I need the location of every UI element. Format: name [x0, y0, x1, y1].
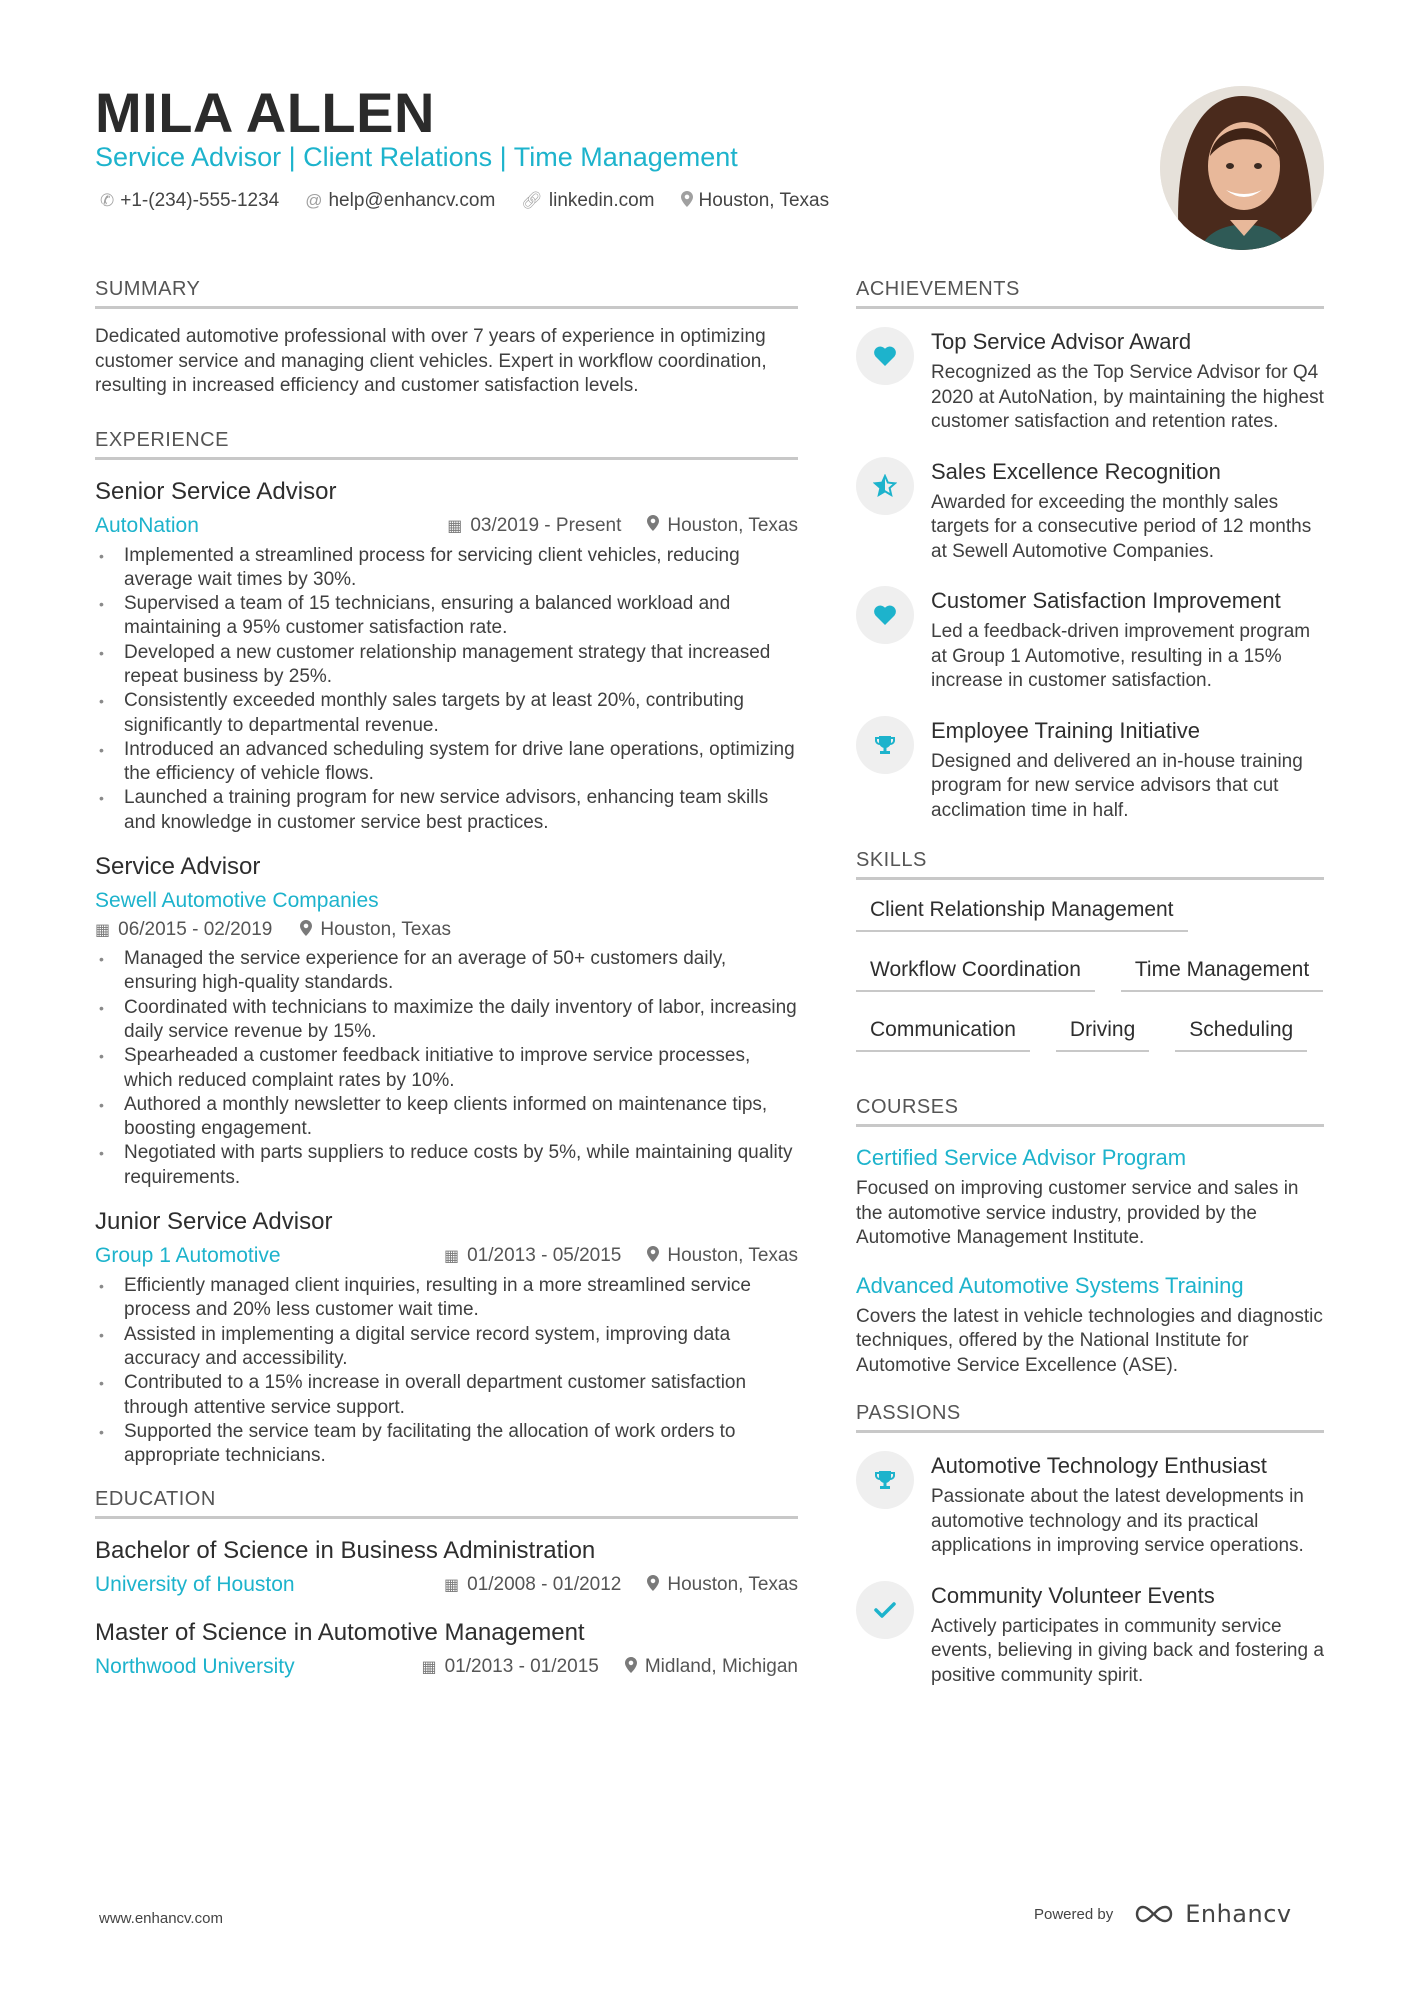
contact-bar — [100, 190, 829, 212]
contact-phone — [100, 190, 279, 212]
skill-tag: Driving — [1056, 1018, 1149, 1052]
achievement-text: Led a feedback-driven improvement program at Group 1 Automotive, resulting in a 15% increase in customer satisfaction. — [931, 621, 1311, 691]
passion-text: Actively participates in community service events, believing in giving back and fostering a positive community spirit. — [931, 1615, 1324, 1686]
right-column — [856, 278, 1324, 1710]
achievement-body — [931, 457, 1324, 565]
education-location — [625, 1656, 798, 1678]
contact-location — [681, 190, 830, 212]
map-pin-icon — [647, 1575, 659, 1596]
job-dates-text: 06/2015 - 02/2019 — [118, 919, 273, 941]
bullet-item: • Managed the service experience for an average of 50+ customers daily, ensuring high-quality standards. — [95, 947, 798, 996]
education-dates — [444, 1574, 621, 1596]
bullet-item: • Developed a new customer relationship management strategy that increased repeat business by 25%. — [95, 641, 798, 690]
education-dates-text: 01/2008 - 01/2012 — [467, 1574, 622, 1596]
achievement-title: Customer Satisfaction Improvement — [931, 588, 1281, 613]
contact-email[interactable] — [305, 190, 495, 212]
job-dates — [95, 919, 272, 941]
job-bullets — [95, 544, 798, 836]
education-location-text: Houston, Texas — [667, 1574, 798, 1596]
job-meta — [447, 515, 798, 537]
passions-heading: PASSIONS — [856, 1402, 1324, 1433]
company-name: Sewell Automotive Companies — [95, 889, 379, 913]
check-icon — [856, 1581, 914, 1639]
skills-list — [856, 898, 1324, 1052]
footer-website[interactable]: www.enhancv.com — [99, 1910, 223, 1927]
courses-heading: COURSES — [856, 1096, 1324, 1127]
heart-icon — [856, 586, 914, 644]
education-heading: EDUCATION — [95, 1488, 798, 1519]
job-meta — [95, 919, 798, 941]
education-entry — [95, 1537, 798, 1597]
job-title: Senior Service Advisor — [95, 477, 337, 505]
bullet-item: • Implemented a streamlined process for servicing client vehicles, reducing average wait times by 30%. — [95, 544, 798, 593]
course-item — [856, 1145, 1324, 1251]
course-title: Advanced Automotive Systems Training — [856, 1272, 1244, 1298]
brand-logo[interactable] — [1131, 1900, 1291, 1928]
job-title: Service Advisor — [95, 853, 261, 881]
achievement-text: Awarded for exceeding the monthly sales targets for a consecutive period of 12 months at Sewell Automotive Companies. — [931, 491, 1312, 562]
passion-title: Automotive Technology Enthusiast — [931, 1453, 1267, 1478]
job-location-text: Houston, Texas — [320, 919, 451, 941]
achievements-section — [856, 278, 1324, 823]
bullet-item: • Supervised a team of 15 technicians, ensuring a balanced workload and maintaining a 95% customer satisfaction rate. — [95, 592, 798, 641]
job-location — [647, 515, 798, 537]
job-location — [300, 919, 451, 941]
phone-icon: ✆ — [100, 191, 115, 210]
passions-section — [856, 1402, 1324, 1688]
job-entry — [95, 1208, 798, 1468]
calendar-icon: ▦ — [95, 922, 111, 940]
brand-name: Enhancv — [1185, 1900, 1292, 1928]
passion-text: Passionate about the latest developments in automotive technology and its practical applications in improving service operations. — [931, 1486, 1304, 1556]
skills-heading: SKILLS — [856, 849, 1324, 880]
skills-section — [856, 849, 1324, 1052]
powered-by-label: Powered by — [1034, 1905, 1114, 1923]
skill-tag: Time Management — [1121, 958, 1323, 992]
heart-icon — [856, 327, 914, 385]
profile-photo — [1160, 86, 1324, 250]
school-name: Northwood University — [95, 1655, 295, 1679]
bullet-item: • Launched a training program for new service advisors, enhancing team skills and knowledge in customer service best practices. — [95, 786, 798, 835]
skill-tag: Client Relationship Management — [856, 898, 1188, 932]
calendar-icon: ▦ — [447, 517, 463, 535]
course-text: Covers the latest in vehicle technologies and diagnostic techniques, offered by the National Institute for Automotive Service Excellence (ASE). — [856, 1305, 1323, 1376]
achievement-text: Designed and delivered an in-house training program for new service advisors that cut acclimation time in half. — [931, 750, 1303, 821]
education-meta-row — [95, 1655, 798, 1679]
bullet-item: • Negotiated with parts suppliers to reduce costs by 5%, while maintaining quality requirements. — [95, 1141, 798, 1190]
map-pin-icon — [625, 1657, 637, 1678]
company-name: Group 1 Automotive — [95, 1244, 281, 1268]
passion-body — [931, 1451, 1324, 1559]
achievement-title: Top Service Advisor Award — [931, 329, 1192, 354]
achievement-body — [931, 586, 1324, 694]
courses-section — [856, 1096, 1324, 1378]
bullet-item: • Contributed to a 15% increase in overall department customer satisfaction through attentive service support. — [95, 1371, 798, 1420]
achievement-item — [856, 586, 1324, 694]
education-section — [95, 1488, 798, 1679]
course-text: Focused on improving customer service and sales in the automotive service industry, provided by the Automotive Management Institute. — [856, 1178, 1299, 1248]
location-text: Houston, Texas — [698, 190, 830, 211]
map-pin-icon — [681, 191, 693, 212]
bullet-item: • Consistently exceeded monthly sales targets by at least 20%, contributing significantly to departmental revenue. — [95, 689, 798, 738]
candidate-name: MILA ALLEN — [95, 81, 435, 144]
job-title: Junior Service Advisor — [95, 1208, 333, 1236]
map-pin-icon — [647, 515, 659, 536]
job-location-text: Houston, Texas — [667, 514, 798, 536]
map-pin-icon — [647, 1246, 659, 1267]
course-item — [856, 1273, 1324, 1379]
achievement-item — [856, 457, 1324, 565]
job-dates — [444, 1245, 621, 1267]
achievement-title: Sales Excellence Recognition — [931, 458, 1221, 484]
summary-section — [95, 278, 798, 399]
achievement-text: Recognized as the Top Service Advisor for Q4 2020 at AutoNation, by maintaining the highest customer satisfaction and retention rates. — [931, 362, 1324, 432]
education-meta — [444, 1574, 798, 1596]
star-icon — [856, 457, 914, 515]
trophy-icon — [856, 716, 914, 774]
map-pin-icon — [300, 920, 312, 941]
achievement-body — [931, 327, 1324, 435]
bullet-item: • Efficiently managed client inquiries, resulting in a more streamlined service process and 20% less customer wait time. — [95, 1274, 798, 1323]
job-bullets — [95, 947, 798, 1190]
contact-linkedin[interactable] — [521, 190, 654, 212]
job-location-text: Houston, Texas — [667, 1245, 798, 1267]
education-meta-row — [95, 1573, 798, 1597]
calendar-icon: ▦ — [444, 1248, 460, 1266]
skill-tag: Communication — [856, 1018, 1030, 1052]
infinity-logo-icon — [1131, 1903, 1177, 1925]
bullet-item: • Introduced an advanced scheduling system for drive lane operations, optimizing the efficiency of vehicle flows. — [95, 738, 798, 787]
skill-tag: Scheduling — [1175, 1018, 1307, 1052]
job-dates — [447, 515, 621, 537]
school-name: University of Houston — [95, 1573, 295, 1597]
company-name: AutoNation — [95, 513, 199, 537]
education-meta — [421, 1656, 798, 1678]
job-meta-row — [95, 514, 798, 538]
degree-title: Bachelor of Science in Business Administration — [95, 1537, 596, 1565]
achievement-body — [931, 716, 1324, 824]
at-icon: @ — [305, 191, 323, 210]
email-text[interactable]: help@enhancv.com — [328, 190, 496, 211]
degree-title: Master of Science in Automotive Management — [95, 1619, 585, 1647]
job-dates-text: 03/2019 - Present — [470, 514, 622, 536]
achievements-heading: ACHIEVEMENTS — [856, 278, 1324, 309]
job-meta — [444, 1245, 798, 1267]
bullet-item: • Authored a monthly newsletter to keep clients informed on maintenance tips, boosting engagement. — [95, 1093, 798, 1142]
job-meta-row — [95, 1244, 798, 1268]
phone-text: +1-(234)-555-1234 — [120, 190, 280, 211]
job-bullets — [95, 1274, 798, 1468]
link-icon: 🔗︎ — [521, 191, 543, 210]
candidate-tagline: Service Advisor | Client Relations | Time Management — [95, 142, 738, 172]
bullet-item: • Supported the service team by facilitating the allocation of work orders to appropriate technicians. — [95, 1420, 798, 1469]
education-dates-text: 01/2013 - 01/2015 — [444, 1656, 599, 1678]
job-entry — [95, 478, 798, 836]
job-location — [647, 1245, 798, 1267]
footer-branding — [1034, 1900, 1292, 1928]
achievement-item — [856, 327, 1324, 435]
left-column — [95, 278, 798, 1697]
bullet-item: • Coordinated with technicians to maximize the daily inventory of labor, increasing daily service revenue by 15%. — [95, 996, 798, 1045]
job-entry — [95, 853, 798, 1190]
summary-heading: SUMMARY — [95, 278, 798, 309]
bullet-item: • Assisted in implementing a digital service record system, improving data accuracy and accessibility. — [95, 1323, 798, 1372]
education-location — [647, 1574, 798, 1596]
job-dates-text: 01/2013 - 05/2015 — [467, 1245, 622, 1267]
course-title: Certified Service Advisor Program — [856, 1145, 1187, 1170]
linkedin-text[interactable]: linkedin.com — [548, 190, 655, 211]
passion-body — [931, 1581, 1324, 1689]
education-dates — [421, 1656, 598, 1678]
passion-item — [856, 1451, 1324, 1559]
bullet-item: • Spearheaded a customer feedback initiative to improve service processes, which reduced complaint rates by 10%. — [95, 1044, 798, 1093]
skill-tag: Workflow Coordination — [856, 958, 1095, 992]
passion-item — [856, 1581, 1324, 1689]
education-entry — [95, 1619, 798, 1679]
passion-title: Community Volunteer Events — [931, 1582, 1215, 1608]
calendar-icon: ▦ — [421, 1659, 437, 1677]
achievement-title: Employee Training Initiative — [931, 717, 1201, 743]
trophy-icon — [856, 1451, 914, 1509]
achievement-item — [856, 716, 1324, 824]
summary-text: Dedicated automotive professional with over 7 years of experience in optimizing customer service and managing client vehicles. Expert in workflow coordination, resulting in increased efficiency and customer satisfaction levels. — [95, 326, 767, 396]
calendar-icon: ▦ — [444, 1577, 460, 1595]
experience-section — [95, 429, 798, 1469]
experience-heading: EXPERIENCE — [95, 429, 798, 460]
education-location-text: Midland, Michigan — [644, 1656, 798, 1678]
